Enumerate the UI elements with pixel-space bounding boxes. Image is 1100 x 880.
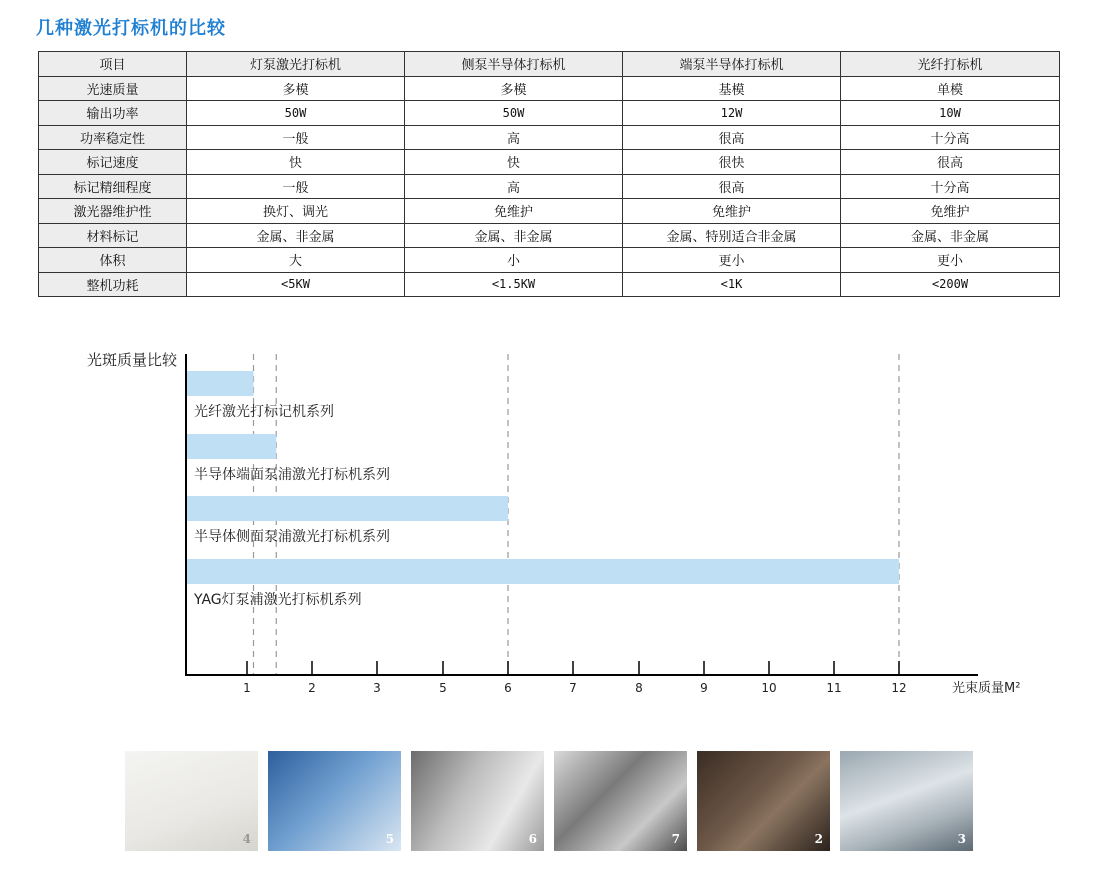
photo-number: 7 (671, 832, 680, 846)
table-cell: 高 (405, 125, 623, 150)
table-cell: 一般 (187, 125, 405, 150)
table-cell: 金属、非金属 (841, 223, 1060, 248)
table-cell: 免维护 (405, 199, 623, 224)
beam-quality-chart (0, 340, 1100, 700)
row-label: 标记精细程度 (39, 174, 187, 199)
table-row (39, 248, 1060, 273)
bar (186, 371, 254, 396)
bar (186, 496, 508, 521)
bar (186, 434, 276, 459)
x-tick-label: 12 (891, 681, 907, 695)
table-cell: 多模 (405, 76, 623, 101)
table-cell: <1K (623, 272, 841, 297)
table-cell: 更小 (623, 248, 841, 273)
table-cell: 50W (187, 101, 405, 126)
row-label: 标记速度 (39, 150, 187, 175)
table-header-row (39, 52, 1060, 77)
table-row (39, 174, 1060, 199)
category-label: 半导体侧面泵浦激光打标机系列 (194, 529, 390, 545)
table-header-cell: 项目 (39, 52, 187, 77)
engraved-art-photo (554, 751, 687, 851)
category-label: 光纤激光打标记机系列 (194, 404, 334, 420)
x-axis-label: 光束质量M² (952, 681, 1021, 696)
photo-number: 5 (385, 832, 394, 846)
table-cell: 很高 (623, 125, 841, 150)
table-cell: 免维护 (841, 199, 1060, 224)
table-cell: 十分高 (841, 125, 1060, 150)
table-cell: 快 (187, 150, 405, 175)
table-header-cell: 端泵半导体打标机 (623, 52, 841, 77)
table-row (39, 272, 1060, 297)
portrait-photo (411, 751, 544, 851)
table-cell: 十分高 (841, 174, 1060, 199)
row-label: 材料标记 (39, 223, 187, 248)
x-tick-label: 7 (569, 681, 577, 695)
table-cell: <5KW (187, 272, 405, 297)
table-row (39, 199, 1060, 224)
table-cell: 很快 (623, 150, 841, 175)
table-cell: 金属、非金属 (405, 223, 623, 248)
table-cell: 高 (405, 174, 623, 199)
table-cell: <200W (841, 272, 1060, 297)
table-cell: 单模 (841, 76, 1060, 101)
row-label: 激光器维护性 (39, 199, 187, 224)
table-cell: 快 (405, 150, 623, 175)
table-cell: 基模 (623, 76, 841, 101)
table-cell: 金属、特别适合非金属 (623, 223, 841, 248)
table-cell: 免维护 (623, 199, 841, 224)
row-label: 输出功率 (39, 101, 187, 126)
table-cell: 金属、非金属 (187, 223, 405, 248)
x-tick-label: 9 (700, 681, 708, 695)
table-cell: 多模 (187, 76, 405, 101)
id-card-photo (268, 751, 401, 851)
x-tick-label: 5 (439, 681, 447, 695)
table-row (39, 150, 1060, 175)
barcode-part-photo (840, 751, 973, 851)
table-cell: 小 (405, 248, 623, 273)
x-tick-label: 11 (826, 681, 842, 695)
table-row (39, 223, 1060, 248)
table-cell: 换灯、调光 (187, 199, 405, 224)
photo-number: 3 (957, 832, 966, 846)
olympic-emblem-photo (125, 751, 258, 851)
qr-code-metal-photo (697, 751, 830, 851)
table-cell: 大 (187, 248, 405, 273)
table-row (39, 125, 1060, 150)
table-cell: 12W (623, 101, 841, 126)
table-cell: 很高 (841, 150, 1060, 175)
x-tick-label: 1 (243, 681, 251, 695)
table-cell: <1.5KW (405, 272, 623, 297)
x-tick-label: 10 (761, 681, 777, 695)
table-header-cell: 灯泵激光打标机 (187, 52, 405, 77)
photo-number: 6 (528, 832, 537, 846)
comparison-table (38, 51, 1060, 297)
table-header-cell: 侧泵半导体打标机 (405, 52, 623, 77)
x-tick-label: 8 (635, 681, 643, 695)
table-cell: 10W (841, 101, 1060, 126)
row-label: 体积 (39, 248, 187, 273)
table-cell: 很高 (623, 174, 841, 199)
category-label: 半导体端面泵浦激光打标机系列 (194, 467, 390, 483)
x-tick-label: 6 (504, 681, 512, 695)
table-cell: 一般 (187, 174, 405, 199)
x-tick-label: 2 (308, 681, 316, 695)
table-header-cell: 光纤打标机 (841, 52, 1060, 77)
row-label: 光速质量 (39, 76, 187, 101)
table-cell: 更小 (841, 248, 1060, 273)
page-title: 几种激光打标机的比较 (36, 18, 226, 39)
sample-gallery (125, 751, 983, 851)
photo-number: 2 (814, 832, 823, 846)
table-row (39, 76, 1060, 101)
bar (186, 559, 899, 584)
category-label: YAG灯泵浦激光打标机系列 (194, 592, 362, 608)
row-label: 整机功耗 (39, 272, 187, 297)
table-cell: 50W (405, 101, 623, 126)
x-tick-label: 3 (373, 681, 381, 695)
chart-title: 光斑质量比较 (86, 351, 177, 369)
table-row (39, 101, 1060, 126)
row-label: 功率稳定性 (39, 125, 187, 150)
photo-number: 4 (242, 832, 251, 846)
